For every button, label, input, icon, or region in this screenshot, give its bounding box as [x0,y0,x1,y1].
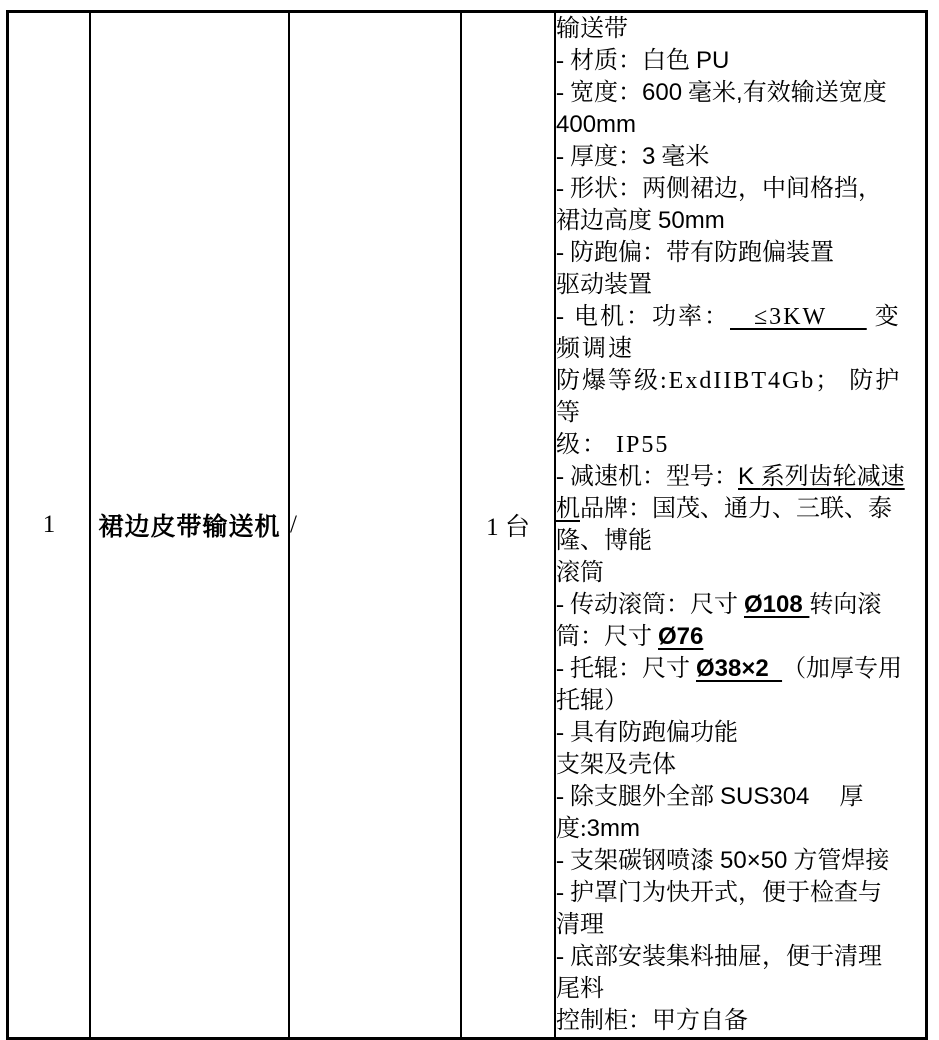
quantity-value: 1 台 [486,514,530,541]
quantity-cell [461,12,555,1039]
spec-line: 驱动装置 [556,272,652,298]
spec-line: 级： IP55 [556,432,670,458]
spec-line: 清理 [556,912,604,938]
spec-line: - 形状：两侧裙边，中间格挡， [556,176,882,202]
equipment-spec-table [6,10,928,1040]
spec-line: 控制柜：甲方自备 [556,1008,748,1034]
spec-line: - 托辊：尺寸 Ø38×2 （加厚专用 [556,655,903,682]
equipment-name-cell [90,12,289,1039]
spec-line: 频调速 [556,336,634,362]
spec-line: - 减速机：型号：K 系列齿轮减速 [556,463,905,490]
spec-line: 裙边高度 50mm [556,207,725,234]
spec-line: - 护罩门为快开式，便于检查与 [556,880,882,906]
index-cell [8,12,91,1039]
spec-line: - 厚度：3 毫米 [556,143,710,170]
equipment-name: 裙边皮带输送机 [98,514,281,541]
spec-line: 托辊） [556,688,628,714]
spec-line: 尾料 [556,976,604,1002]
model-value: / [290,511,297,538]
row-index: 1 [42,511,56,538]
spec-cell [555,12,927,1039]
spec-line: 机品牌：国茂、通力、三联、泰 [556,496,892,522]
spec-line: 防爆等级:ExdIIBT4Gb； 防护等 [556,368,902,426]
spec-line: 度:3mm [556,815,641,842]
spec-line: 隆、博能 [556,528,652,554]
spec-line: - 除支腿外全部 SUS304 厚 [556,783,864,810]
spec-line: 滚筒 [556,560,604,586]
spec-lines-container [556,13,925,1037]
spec-line: - 传动滚筒：尺寸 Ø108 转向滚 [556,591,882,618]
spec-line: - 底部安装集料抽屉，便于清理 [556,944,882,970]
spec-line: 支架及壳体 [556,752,676,778]
model-cell [289,12,461,1039]
spec-line: - 宽度：600 毫米,有效输送宽度 [556,79,887,106]
equipment-spec-table-wrap [6,10,928,1034]
spec-line: - 材质：白色 PU [556,47,730,74]
spec-line: - 支架碳钢喷漆 50×50 方管焊接 [556,847,890,874]
spec-line: 400mm [556,111,637,138]
spec-line: - 防跑偏：带有防跑偏装置 [556,240,834,266]
spec-line: - 具有防跑偏功能 [556,720,738,746]
spec-line: 输送带 [556,16,628,42]
spec-line: 筒：尺寸 Ø76 [556,623,704,650]
table-row [8,12,927,1039]
spec-line: - 电机：功率： ≤3KW 变 [556,304,901,330]
